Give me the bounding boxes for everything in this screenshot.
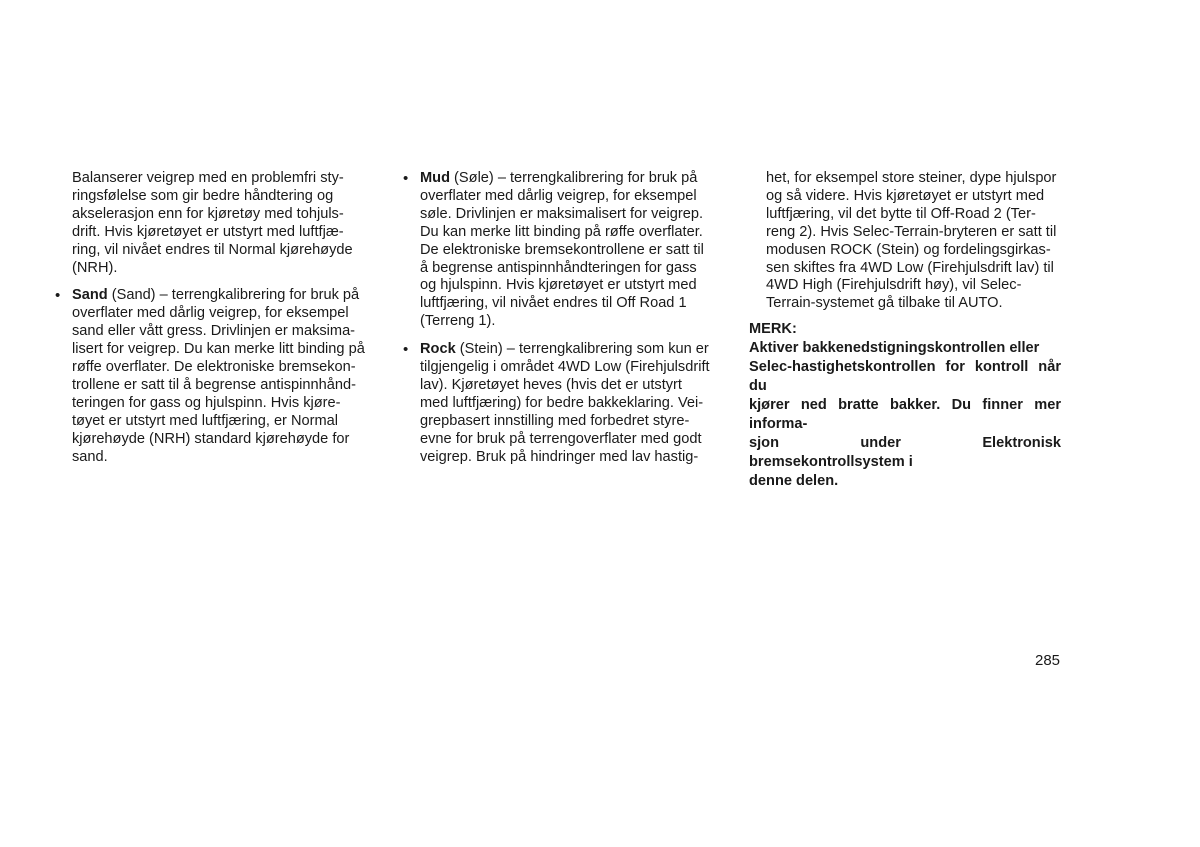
mud-term: Mud xyxy=(420,170,450,186)
note-heading: MERK: xyxy=(749,321,797,337)
bullet-icon: • xyxy=(403,170,409,187)
rock-description: (Stein) – terrengkalibrering som kun er tilgjengelig i området 4WD Low (Firehjulsdrift lav). Kjøretøyet heves (hvis det er utstyrt med luftfjæring) for bedre bakkeklaring. Vei- grepbasert innstilling med forbedret styre- evne for bruk på terrengoverflater med godt veigrep. Bruk på hindringer med lav hastig- xyxy=(420,341,710,465)
sand-description: (Sand) – terrengkalibrering for bruk på overflater med dårlig veigrep, for eksempel sand eller vått gress. Drivlinjen er maksima- lisert for veigrep. Du kan merke litt binding på røffe overflater. De elektroniske bremsekon- trollene er satt til å begrense antispinnhånd- teringen for gass og hjulspinn. Hvis kjøre- tøyet er utstyrt med luftfjæring, er Normal kjørehøyde (NRH) standard kjørehøyde for sand. xyxy=(72,287,365,465)
rock-term: Rock xyxy=(420,341,456,358)
sand-term: Sand xyxy=(72,287,108,304)
bullet-icon: • xyxy=(55,287,61,305)
page-number: 285 xyxy=(1035,652,1061,669)
middle-column xyxy=(403,170,714,467)
bullet-icon: • xyxy=(403,341,409,359)
rock-bullet-item xyxy=(403,341,714,466)
rock-continued-paragraph: het, for eksempel store steiner, dype hjulspor og så videre. Hvis kjøretøyet er utstyrt med luftfjæring, vil det bytte til Off-Road 2 (Ter- reng 2). Hvis Selec-Terrain-bryteren er satt til modusen ROCK (Stein) og fordelingsgirkas- sen skiftes fra 4WD Low (Firehjulsdrift lav) til 4WD High (Firehjulsdrift høy), vil Selec- Terrain-systemet gå tilbake til AUTO. xyxy=(766,170,1057,312)
right-column xyxy=(766,170,1061,313)
mud-description: (Søle) – terrengkalibrering for bruk på overflater med dårlig veigrep, for eksempel søle. Drivlinjen er maksimalisert for veigrep. Du kan merke litt binding på røffe overflater. De elektroniske bremsekontrollene er satt til å begrense antispinnhåndteringen for gass og hjulspinn. Hvis kjøretøyet er utstyrt med luftfjæring, vil nivået endres til Off Road 1 (Terreng 1). xyxy=(420,170,704,330)
mud-bullet-item xyxy=(403,170,714,331)
left-column xyxy=(55,170,366,467)
sand-bullet-item xyxy=(55,287,366,466)
note-text: Aktiver bakkenedstigningskontrollen eller Selec-hastighetskontrollen for kontroll når du kjører ned bratte bakker. Du finner mer informa- sjon under Elektronisk bremsekontrollsystem i denne delen. xyxy=(749,340,1061,489)
intro-paragraph: Balanserer veigrep med en problemfri sty- ringsfølelse som gir bedre håndtering og akselerasjon enn for kjøretøy med tohjuls- drift. Hvis kjøretøyet er utstyrt med luftfjæ- ring, vil nivået endres til Normal kjørehøyde (NRH). xyxy=(72,170,353,276)
